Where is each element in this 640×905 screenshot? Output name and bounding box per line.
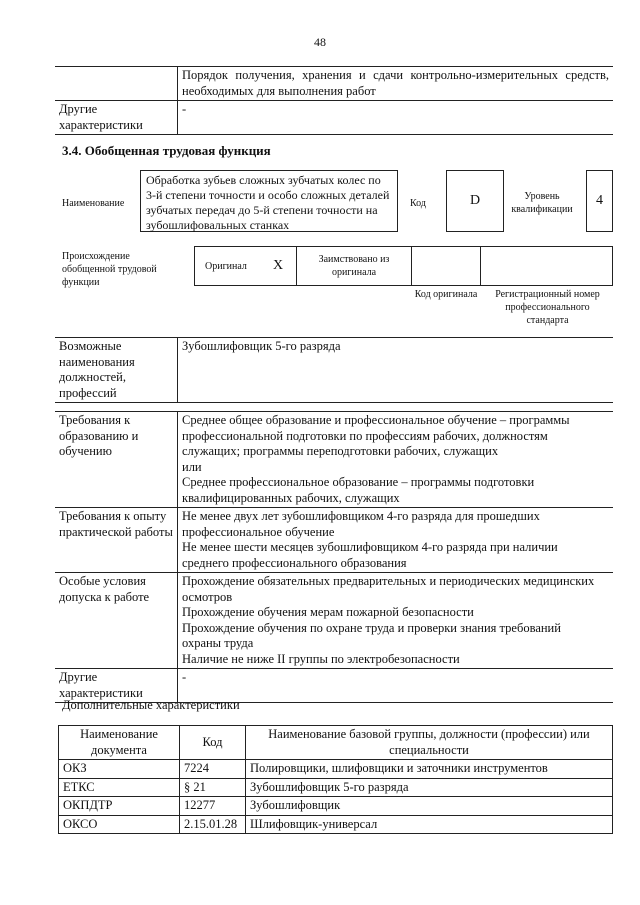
origin-label: Происхождение обобщенной трудовой функции bbox=[62, 251, 157, 288]
requirements-table bbox=[55, 411, 613, 703]
requirement-value: Не менее двух лет зубошлифовщиком 4-го разряда для прошедших профессиональное обучение Не менее шести месяцев зубошлифовщиком 4-го разряда при наличии среднего профессионального образования bbox=[178, 508, 614, 573]
positions-value: Зубошлифовщик 5-го разряда bbox=[178, 338, 614, 403]
requirement-value: - bbox=[178, 669, 614, 703]
name-cell: Зубошлифовщик bbox=[246, 797, 613, 816]
table-row bbox=[59, 778, 613, 797]
table-header-row bbox=[59, 726, 613, 760]
original-cell bbox=[194, 246, 297, 286]
header-doc: Наименование документа bbox=[59, 726, 180, 760]
original-label: Оригинал bbox=[205, 261, 247, 272]
reg-number-label: Регистрационный номер профессионального стандарта bbox=[495, 289, 600, 326]
code-label: Код bbox=[410, 198, 426, 209]
doc-cell: ОКЗ bbox=[59, 760, 180, 779]
header-code: Код bbox=[180, 726, 246, 760]
code-original-label: Код оригинала bbox=[414, 289, 478, 300]
requirement-label: Требования к опыту практической работы bbox=[55, 508, 178, 573]
positions-table bbox=[55, 337, 613, 403]
code-cell: 12277 bbox=[180, 797, 246, 816]
table-row bbox=[55, 101, 613, 135]
reg-number-cell bbox=[480, 246, 613, 286]
doc-cell: ОКПДТР bbox=[59, 797, 180, 816]
code-cell: 7224 bbox=[180, 760, 246, 779]
code-value: D bbox=[446, 170, 504, 232]
table-row bbox=[59, 815, 613, 834]
positions-label: Возможные наименования должностей, профессий bbox=[55, 338, 178, 403]
level-value: 4 bbox=[586, 170, 613, 232]
doc-cell: ЕТКС bbox=[59, 778, 180, 797]
section-title: 3.4. Обобщенная трудовая функция bbox=[62, 143, 271, 158]
code-cell: § 21 bbox=[180, 778, 246, 797]
table-row bbox=[55, 508, 613, 573]
requirement-value: Среднее общее образование и профессиональное обучение – программы профессиональной подготовки по профессиям рабочих, должностям служащих; программы переподготовки рабочих, служащих или Среднее профессиональное образование – программы подготовки квалифицированных рабочих, служащих bbox=[178, 412, 614, 508]
header-name: Наименование базовой группы, должности (профессии) или специальности bbox=[246, 726, 613, 760]
row-label bbox=[55, 67, 178, 101]
table-row bbox=[59, 797, 613, 816]
level-label: Уровень квалификации bbox=[511, 191, 573, 215]
additional-title: Дополнительные характеристики bbox=[62, 698, 240, 712]
page-number: 48 bbox=[314, 35, 326, 49]
requirement-value: Прохождение обязательных предварительных и периодических медицинских осмотров Прохождение обучения мерам пожарной безопасности Прохождение обучения по охране труда и проверки знания требований охраны труда Наличие не ниже II группы по электробезопасности bbox=[178, 573, 614, 669]
original-mark: X bbox=[273, 258, 284, 273]
table-row bbox=[55, 338, 613, 403]
requirement-label: Другие характеристики bbox=[55, 669, 178, 703]
top-characteristics-table bbox=[55, 66, 613, 135]
table-row bbox=[55, 412, 613, 508]
code-cell: 2.15.01.28 bbox=[180, 815, 246, 834]
table-row bbox=[59, 760, 613, 779]
table-row bbox=[55, 573, 613, 669]
name-cell: Зубошлифовщик 5-го разряда bbox=[246, 778, 613, 797]
name-cell: Полировщики, шлифовщики и заточники инструментов bbox=[246, 760, 613, 779]
requirement-label: Особые условия допуска к работе bbox=[55, 573, 178, 669]
row-label: Другие характеристики bbox=[55, 101, 178, 135]
code-original-cell bbox=[411, 246, 481, 286]
name-cell: Шлифовщик-универсал bbox=[246, 815, 613, 834]
function-name: Обработка зубьев сложных зубчатых колес по 3-й степени точности и особо сложных деталей зубчатых передач до 5-й степени точности на зубошлифовальных станках bbox=[140, 170, 398, 232]
additional-table bbox=[58, 725, 613, 834]
row-value: Порядок получения, хранения и сдачи контрольно-измерительных средств, необходимых для выполнения работ bbox=[178, 67, 614, 101]
doc-cell: ОКСО bbox=[59, 815, 180, 834]
row-value: - bbox=[178, 101, 614, 135]
table-row bbox=[55, 67, 613, 101]
name-label: Наименование bbox=[62, 198, 125, 209]
borrowed-label: Заимствовано из оригинала bbox=[296, 246, 412, 286]
requirement-label: Требования к образованию и обучению bbox=[55, 412, 178, 508]
